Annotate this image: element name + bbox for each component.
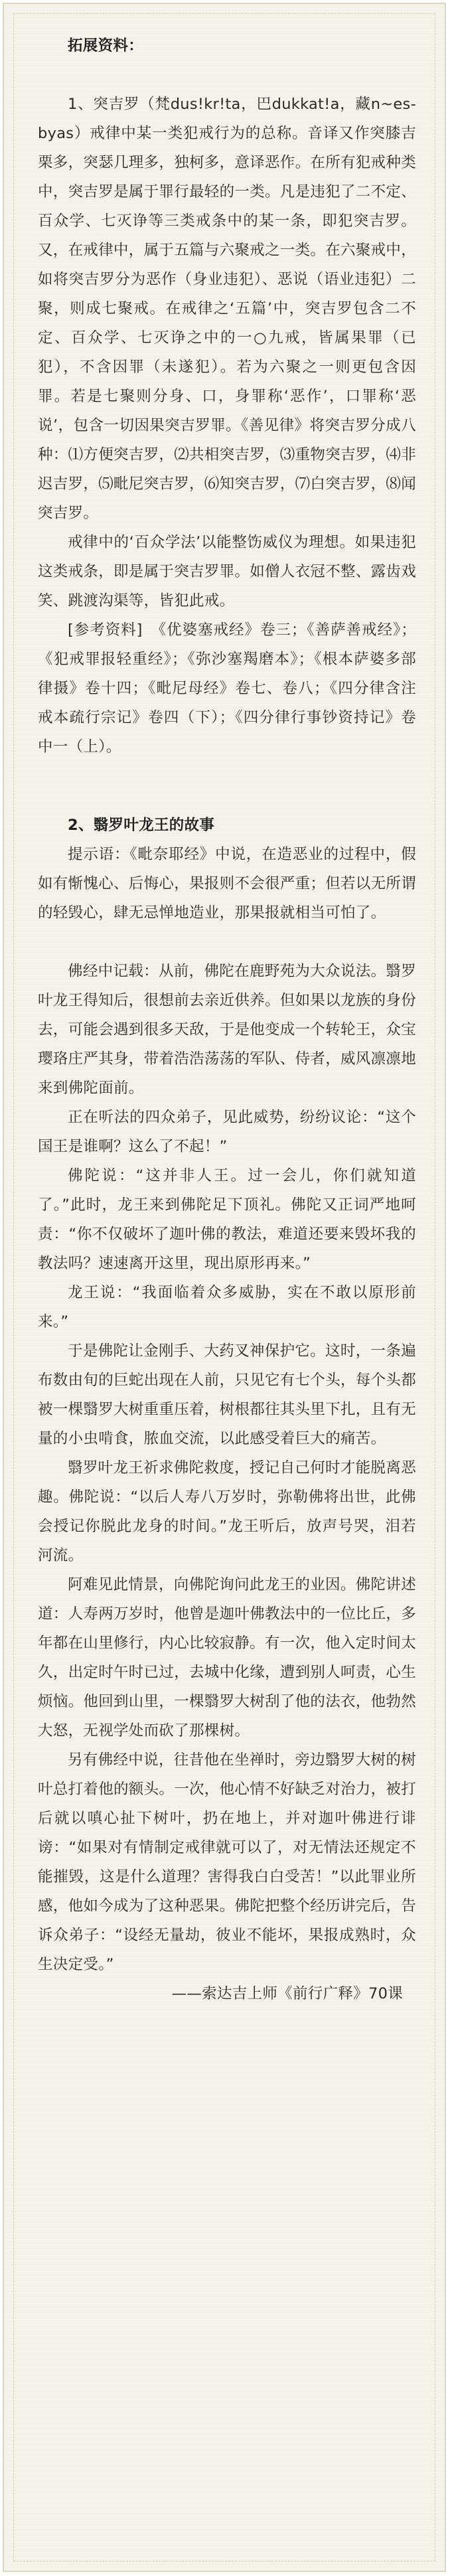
story-paragraph: 正在听法的四众弟子，见此威势，纷纷议论：“这个国王是谁啊？这么了不起！” bbox=[38, 1109, 416, 1155]
section1-paragraph-1: 戒律中某一类犯戒行为的总称。音译又作突膝吉栗多，突瑟几理多，独柯多，意译恶作。在所有犯戒种类中，突吉罗是属于罪行最轻的一类。凡是违犯了二不定、百众学、七灭诤等三类戒条中的某一条，即犯突吉罗。又，在戒律中，属于五篇与六聚戒之一类。在六聚戒中，如将突吉罗分为恶作（身业违犯）、恶说（语业违犯）二聚，则成七聚戒。在戒律之‘五篇’中，突吉罗包含二不定、百众学、七灭诤之中的一○九戒，皆属果罪（已犯），不含因罪（未遂犯）。若为六聚之一则更包含因罪。若是七聚则分身、口，身罪称‘恶作’，口罪称‘恶说’，包含一切因果突吉罗罪。《善见律》将突吉罗分成八种：⑴方便突吉罗，⑵共相突吉罗，⑶重物突吉罗，⑷非迟吉罗，⑸毗尼突吉罗，⑹知突吉罗，⑺白突吉罗，⑻闻突吉罗。 bbox=[38, 125, 417, 522]
content-area bbox=[13, 13, 435, 2561]
section2-prompt: 提示语：《毗奈耶经》中说，在造恶业的过程中，假如有惭愧心、后悔心，果报则不会很严重；但若以无所谓的轻毁心，肆无忌惮地造业，那果报就相当可怕了。 bbox=[38, 846, 417, 922]
story-paragraph: 翳罗叶龙王祈求佛陀救度，授记自己何时才能脱离恶趣。佛陀说：“以后人寿八万岁时，弥勒佛将出世，此佛会授记你脱此龙身的时间。”龙王听后，放声号哭，泪若河流。 bbox=[38, 1459, 416, 1564]
section1-title bbox=[38, 90, 416, 528]
story-paragraph: 阿难见此情景，向佛陀询问此龙王的业因。佛陀讲述道：人寿两万岁时，他曾是迦叶佛教法中的一位比丘，多年都在山里修行，内心比较寂静。有一次，他入定时间太久，出定时午时已过，去城中化缘，遭到别人呵责，心生烦恼。他回到山里，一棵翳罗大树刮了他的法衣，他勃然大怒，无视学处而砍了那棵树。 bbox=[38, 1576, 417, 1739]
story-paragraph: 佛经中记载：从前，佛陀在鹿野苑为大众说法。翳罗叶龙王得知后，很想前去亲近供养。但如果以龙族的身份去，可能会遇到很多天敌，于是他变成一个转轮王，众宝璎珞庄严其身，带着浩浩荡荡的军队、侍者，威风凛凛地来到佛陀面前。 bbox=[38, 963, 417, 1097]
heading: 拓展资料： bbox=[68, 37, 144, 54]
section2-title: 2、翳罗叶龙王的故事 bbox=[68, 817, 215, 834]
references: [参考资料] 《优婆塞戒经》卷三；《善萨善戒经》；《犯戒罪报轻重经》；《弥沙塞羯磨本》；《根本萨婆多部律摄》卷十四；《毗尼母经》卷七、卷八；《四分律含注戒本疏行宗记》卷四（下）；《四分律行事钞资持记》卷中一（上）。 bbox=[38, 621, 416, 756]
story-paragraph: 另有佛经中说，往昔他在坐禅时，旁边翳罗大树的树叶总打着他的额头。一次，他心情不好缺乏对治力，被打后就以嗔心扯下树叶，扔在地上，并对迦叶佛进行诽谤：“如果对有情制定戒律就可以了，对无情法还规定不能摧毁，这是什么道理？害得我白白受苦！”以此罪业所感，他如今成为了这种恶果。佛陀把整个经历讲完后，告诉众弟子：“设经无量劫，彼业不能坏，果报成熟时，众生决定受。” bbox=[38, 1751, 417, 1973]
story-paragraph: 龙王说：“我面临着众多威胁，实在不敢以原形前来。” bbox=[38, 1284, 416, 1330]
story-paragraph: 佛陀说：“这并非人王。过一会儿，你们就知道了。”此时，龙王来到佛陀足下顶礼。佛陀又正词严地呵责：“你不仅破坏了迦叶佛的教法，难道还要来毁坏我的教法吗？速速离开这里，现出原形再来。” bbox=[38, 1167, 416, 1272]
section1-title-text: 1、突吉罗（梵dus!kr!ta，巴dukkat!a，藏n~es-byas） bbox=[38, 96, 416, 142]
section1-paragraph-2: 戒律中的‘百众学法’以能整饬威仪为理想。如果违犯这类戒条，即是属于突吉罗罪。如僧人衣冠不整、露齿戏笑、跳渡沟渠等，皆犯此戒。 bbox=[38, 534, 417, 609]
page-frame bbox=[3, 3, 446, 2572]
signature: ——索达吉上师《前行广释》70课 bbox=[171, 1985, 403, 2002]
story-paragraph: 于是佛陀让金刚手、大药叉神保护它。这时，一条遍布数由旬的巨蛇出现在人前，只见它有七个头，每个头都被一棵翳罗大树重重压着，树根都往其头里下扎，且有无量的小虫啃食，脓血交流，以此感受着巨大的痛苦。 bbox=[38, 1342, 417, 1447]
